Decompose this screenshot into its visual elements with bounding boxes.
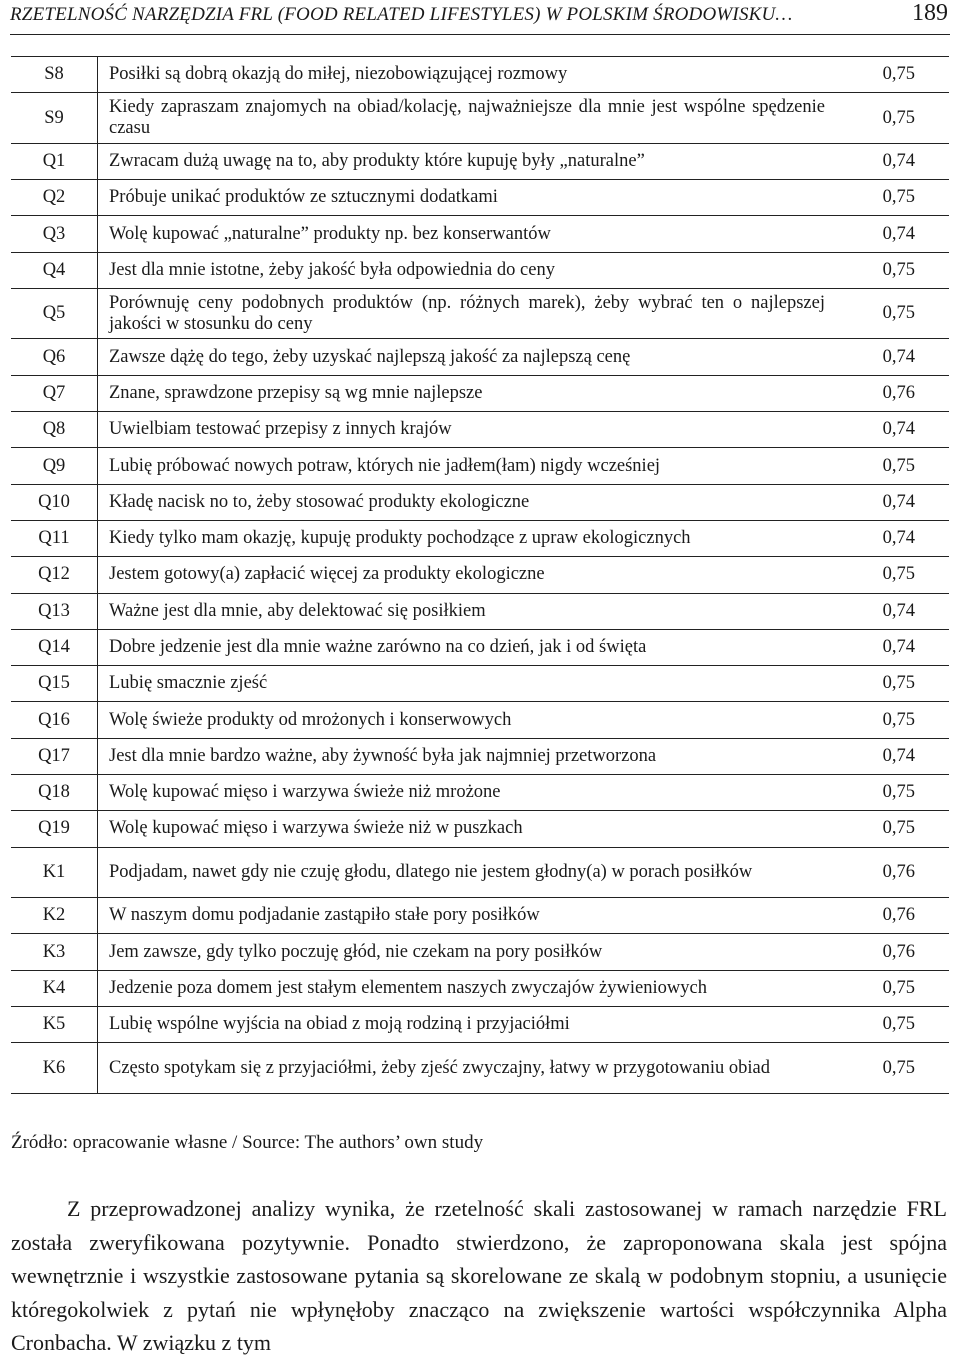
item-code: Q4 [11, 252, 98, 288]
table-row [11, 375, 949, 411]
item-code: Q5 [11, 288, 98, 339]
item-value: 0,75 [833, 811, 949, 847]
item-value: 0,75 [833, 557, 949, 593]
table-row [11, 1007, 949, 1043]
table-row [11, 143, 949, 179]
item-statement: Zwracam dużą uwagę na to, aby produkty które kupuję były „naturalne” [98, 143, 834, 179]
item-value: 0,76 [833, 847, 949, 898]
item-statement: Jem zawsze, gdy tylko poczuję głód, nie czekam na pory posiłków [98, 934, 834, 970]
table-row [11, 57, 949, 93]
item-statement: Uwielbiam testować przepisy z innych krajów [98, 412, 834, 448]
table-row [11, 339, 949, 375]
item-statement: Podjadam, nawet gdy nie czuję głodu, dlatego nie jestem głodny(a) w porach posiłków [98, 847, 834, 898]
item-value: 0,74 [833, 629, 949, 665]
running-title: RZETELNOŚĆ NARZĘDZIA FRL (FOOD RELATED LIFESTYLES) W POLSKIM ŚRODOWISKU… [10, 4, 793, 25]
item-value: 0,75 [833, 288, 949, 339]
item-code: Q10 [11, 484, 98, 520]
item-statement: W naszym domu podjadanie zastąpiło stałe pory posiłków [98, 898, 834, 934]
item-statement: Jest dla mnie bardzo ważne, aby żywność była jak najmniej przetworzona [98, 738, 834, 774]
table-row [11, 775, 949, 811]
item-statement: Lubię wspólne wyjścia na obiad z moją rodziną i przyjaciółmi [98, 1007, 834, 1043]
table-row [11, 666, 949, 702]
item-statement: Wolę kupować mięso i warzywa świeże niż mrożone [98, 775, 834, 811]
item-value: 0,76 [833, 898, 949, 934]
item-value: 0,74 [833, 143, 949, 179]
table-row [11, 898, 949, 934]
item-statement: Kiedy tylko mam okazję, kupuję produkty pochodzące z upraw ekologicznych [98, 520, 834, 556]
item-value: 0,74 [833, 339, 949, 375]
item-value: 0,74 [833, 738, 949, 774]
item-code: Q13 [11, 593, 98, 629]
item-code: Q9 [11, 448, 98, 484]
item-code: S8 [11, 57, 98, 93]
item-statement: Wolę kupować „naturalne” produkty np. bez konserwantów [98, 216, 834, 252]
item-code: Q17 [11, 738, 98, 774]
table-row [11, 702, 949, 738]
item-code: Q6 [11, 339, 98, 375]
running-header [10, 0, 950, 35]
item-code: Q15 [11, 666, 98, 702]
item-statement: Porównuję ceny podobnych produktów (np. różnych marek), żeby wybrać ten o najlepszej jakości w stosunku do ceny [98, 288, 834, 339]
item-code: K4 [11, 970, 98, 1006]
item-value: 0,74 [833, 412, 949, 448]
item-value: 0,74 [833, 484, 949, 520]
table-row [11, 738, 949, 774]
item-statement: Lubię smacznie zjeść [98, 666, 834, 702]
item-statement: Kiedy zapraszam znajomych na obiad/kolację, najważniejsze dla mnie jest wspólne spędzenie czasu [98, 93, 834, 144]
item-code: Q14 [11, 629, 98, 665]
table-row [11, 557, 949, 593]
table-row [11, 520, 949, 556]
item-value: 0,75 [833, 702, 949, 738]
item-statement: Znane, sprawdzone przepisy są wg mnie najlepsze [98, 375, 834, 411]
item-code: Q2 [11, 180, 98, 216]
table-row [11, 847, 949, 898]
table-row [11, 93, 949, 144]
item-value: 0,76 [833, 375, 949, 411]
body-paragraph [11, 1192, 947, 1360]
item-code: K5 [11, 1007, 98, 1043]
table-row [11, 288, 949, 339]
item-code: Q12 [11, 557, 98, 593]
item-code: Q7 [11, 375, 98, 411]
item-statement: Jestem gotowy(a) zapłacić więcej za produkty ekologiczne [98, 557, 834, 593]
item-code: Q1 [11, 143, 98, 179]
item-statement: Kładę nacisk no to, żeby stosować produkty ekologiczne [98, 484, 834, 520]
item-statement: Lubię próbować nowych potraw, których nie jadłem(łam) nigdy wcześniej [98, 448, 834, 484]
paragraph-text: Z przeprowadzonej analizy wynika, że rzetelność skali zastosowanej w ramach narzędzie FRL została zweryfikowana pozytywnie. Ponadto stwierdzono, że zaproponowana skala jest spójna wewnętrznie i wszystkie zastosowane pytania są skorelowane ze skalą w podobnym stopniu, a usunięcie któregokolwiek z pytań nie wpłynęłoby znacząco na zwiększenie wartości współczynnika Alpha Cronbacha. W związku z tym [11, 1196, 947, 1355]
page-number: 189 [912, 0, 948, 26]
table-row [11, 629, 949, 665]
table-row [11, 484, 949, 520]
item-code: K1 [11, 847, 98, 898]
table-row [11, 811, 949, 847]
item-value: 0,75 [833, 93, 949, 144]
item-statement: Ważne jest dla mnie, aby delektować się posiłkiem [98, 593, 834, 629]
table-source-note: Źródło: opracowanie własne / Source: The authors’ own study [11, 1132, 484, 1153]
item-code: Q11 [11, 520, 98, 556]
item-value: 0,75 [833, 180, 949, 216]
item-code: K6 [11, 1043, 98, 1094]
table-row [11, 252, 949, 288]
item-code: K2 [11, 898, 98, 934]
table-row [11, 1043, 949, 1094]
reliability-table [11, 56, 949, 1094]
item-statement: Próbuje unikać produktów ze sztucznymi dodatkami [98, 180, 834, 216]
item-value: 0,75 [833, 1043, 949, 1094]
item-statement: Wolę kupować mięso i warzywa świeże niż w puszkach [98, 811, 834, 847]
table-row [11, 412, 949, 448]
item-value: 0,74 [833, 520, 949, 556]
item-code: S9 [11, 93, 98, 144]
item-code: Q8 [11, 412, 98, 448]
item-value: 0,75 [833, 57, 949, 93]
table-body [11, 57, 949, 1094]
item-statement: Zawsze dążę do tego, żeby uzyskać najlepszą jakość za najlepszą cenę [98, 339, 834, 375]
table-row [11, 216, 949, 252]
item-statement: Posiłki są dobrą okazją do miłej, niezobowiązującej rozmowy [98, 57, 834, 93]
item-statement: Jedzenie poza domem jest stałym elementem naszych zwyczajów żywieniowych [98, 970, 834, 1006]
item-statement: Często spotykam się z przyjaciółmi, żeby zjeść zwyczajny, łatwy w przygotowaniu obiad [98, 1043, 834, 1094]
item-code: Q19 [11, 811, 98, 847]
item-value: 0,74 [833, 216, 949, 252]
item-value: 0,75 [833, 970, 949, 1006]
item-value: 0,75 [833, 1007, 949, 1043]
item-code: Q3 [11, 216, 98, 252]
item-value: 0,75 [833, 448, 949, 484]
item-value: 0,76 [833, 934, 949, 970]
item-code: Q16 [11, 702, 98, 738]
item-statement: Jest dla mnie istotne, żeby jakość była odpowiednia do ceny [98, 252, 834, 288]
item-value: 0,75 [833, 252, 949, 288]
item-code: K3 [11, 934, 98, 970]
item-value: 0,74 [833, 593, 949, 629]
item-value: 0,75 [833, 775, 949, 811]
table-row [11, 593, 949, 629]
table-row [11, 934, 949, 970]
item-value: 0,75 [833, 666, 949, 702]
item-code: Q18 [11, 775, 98, 811]
table-row [11, 970, 949, 1006]
item-statement: Wolę świeże produkty od mrożonych i konserwowych [98, 702, 834, 738]
table-row [11, 448, 949, 484]
table-row [11, 180, 949, 216]
item-statement: Dobre jedzenie jest dla mnie ważne zarówno na co dzień, jak i od święta [98, 629, 834, 665]
